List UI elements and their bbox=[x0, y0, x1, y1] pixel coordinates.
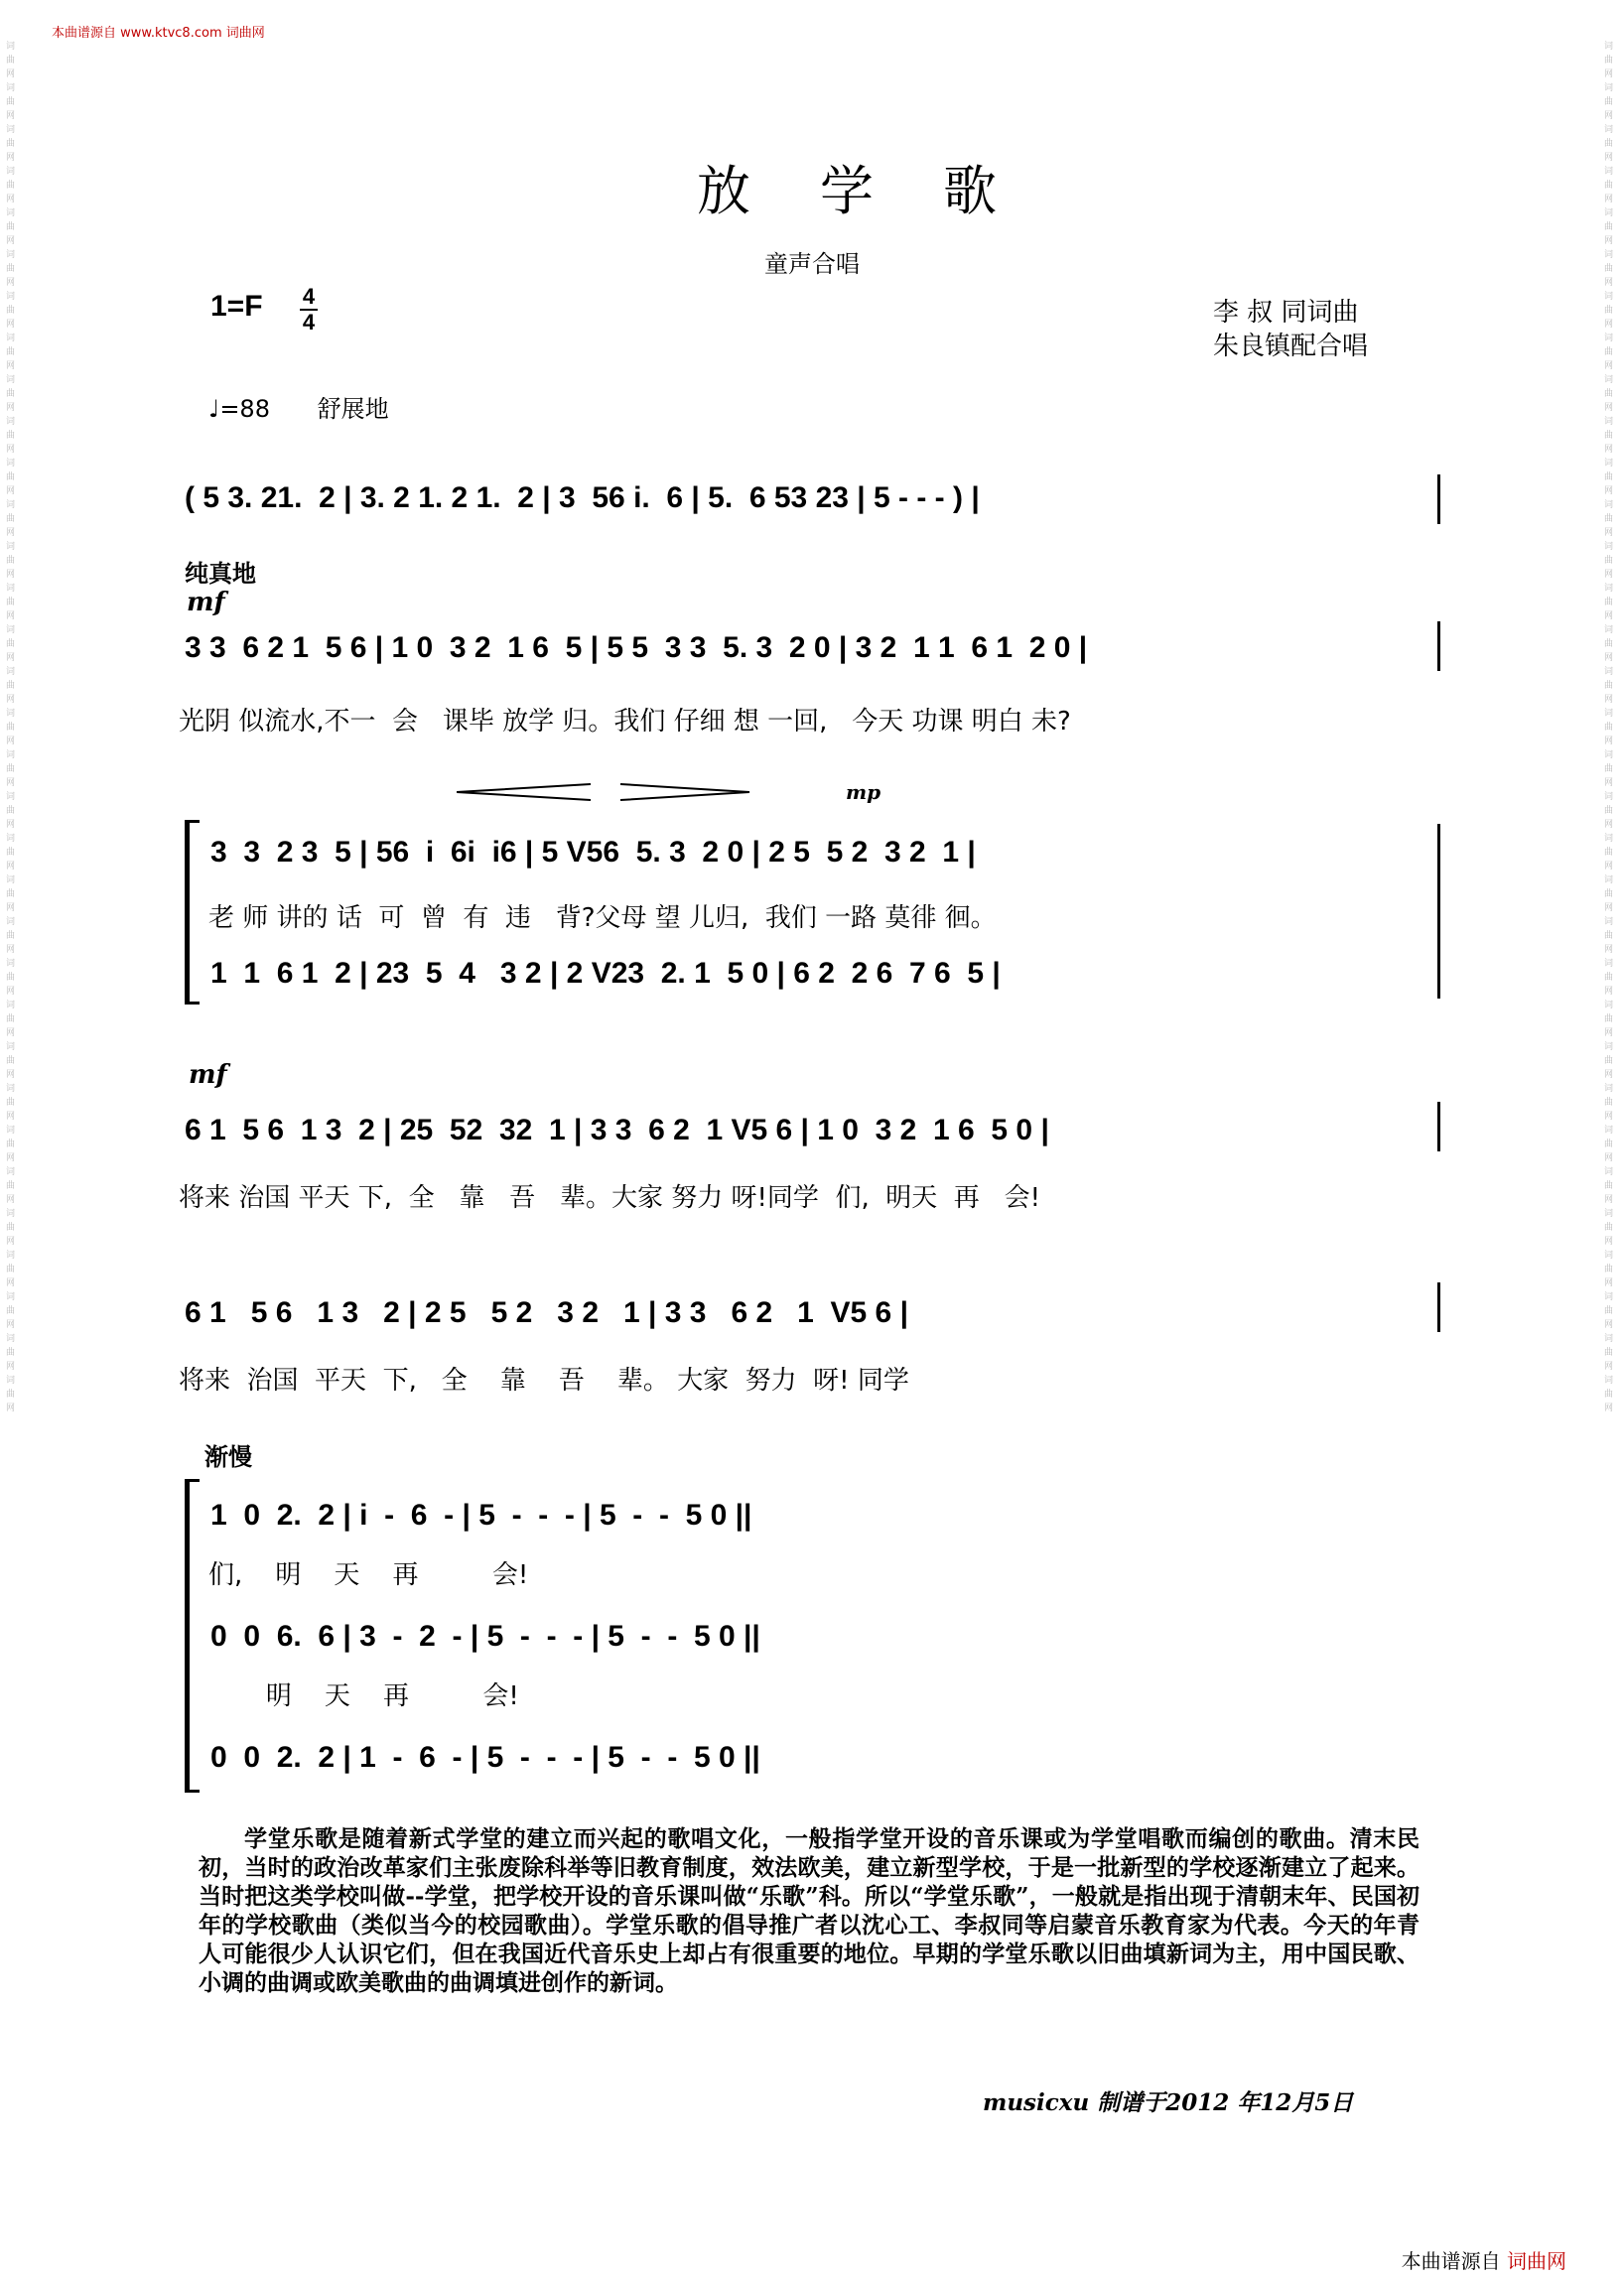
system-1-notes bbox=[185, 631, 1445, 671]
tempo-value: ♩=88 bbox=[208, 395, 270, 423]
footer-text: 本曲谱源自 bbox=[1401, 2249, 1501, 2273]
crescendo bbox=[457, 784, 591, 800]
system-3-lyrics bbox=[179, 1177, 1445, 1213]
system-brace bbox=[185, 1479, 200, 1793]
system-2-lyrics bbox=[208, 897, 1443, 933]
notes: 1 0 2. 2 | i - 6 - | 5 - - - | 5 - - 5 0 || bbox=[210, 1499, 752, 1532]
barline bbox=[1437, 824, 1440, 999]
expression-mark: 渐慢 bbox=[204, 1443, 252, 1471]
header-source: 本曲谱源自 www.ktvc8.com 词曲网 bbox=[52, 26, 265, 41]
system-2-voice-2 bbox=[210, 957, 1445, 997]
barline bbox=[1437, 1282, 1440, 1332]
system-5-voice-3 bbox=[210, 1741, 1445, 1781]
system-3-notes bbox=[185, 1114, 1445, 1153]
tempo-line bbox=[208, 389, 389, 424]
dynamic-mf: mf bbox=[189, 1060, 227, 1090]
lyrics: 明 天 再 会! bbox=[208, 1681, 519, 1711]
system-4-notes bbox=[185, 1296, 1445, 1336]
prose-paragraph bbox=[199, 1824, 1420, 1997]
notes: 0 0 2. 2 | 1 - 6 - | 5 - - - | 5 - - 5 0 || bbox=[210, 1741, 760, 1774]
song-title: 放学歌 bbox=[697, 160, 1066, 222]
notes: 6 1 5 6 1 3 2 | 25 52 32 1 | 3 3 6 2 1 V5 6 | 1 0 3 2 1 6 5 0 | bbox=[185, 1114, 1049, 1146]
system-5-voice-1 bbox=[210, 1499, 1445, 1539]
system-brace bbox=[185, 820, 200, 1005]
decrescendo bbox=[620, 784, 749, 800]
system-1-lyrics bbox=[179, 701, 1445, 737]
lyrics: 老 师 讲的 话 可 曾 有 违 背?父母 望 儿归, 我们 一路 莫徘 徊。 bbox=[208, 903, 997, 933]
song-subtitle: 童声合唱 bbox=[764, 250, 860, 278]
footer-brand: 词曲网 bbox=[1507, 2249, 1566, 2273]
tempo-mark: 舒展地 bbox=[317, 395, 389, 423]
barline bbox=[1437, 474, 1440, 524]
side-watermark-left: 词曲网词曲网词曲网词曲网词曲网词曲网词曲网词曲网词曲网词曲网词曲网词曲网词曲网词曲网词曲网词曲网词曲网词曲网词曲网词曲网词曲网词曲网词曲网词曲网词曲网词曲网词曲网词曲网词曲网词曲网词曲网词曲网词曲网 bbox=[6, 42, 16, 1413]
notes: 1 1 6 1 2 | 23 5 4 3 2 | 2 V23 2. 1 5 0 | 6 2 2 6 7 6 5 | bbox=[210, 957, 1001, 990]
system-5-lyrics-2 bbox=[208, 1675, 1443, 1711]
time-bottom: 4 bbox=[302, 310, 316, 335]
expression-mark: 纯真地 bbox=[185, 560, 256, 588]
crescendo-hairpins bbox=[457, 780, 754, 804]
lyrics: 将来 治国 平天 下, 全 靠 吾 辈。大家 努力 呀!同学 们, 明天 再 会! bbox=[179, 1183, 1040, 1213]
lyrics: 光阴 似流水,不一 会 课毕 放学 归。我们 仔细 想 一回, 今天 功课 明白 未? bbox=[179, 707, 1071, 737]
notes: 3 3 2 3 5 | 56 i 6i i6 | 5 V56 5. 3 2 0 | 2 5 5 2 3 2 1 | bbox=[210, 836, 976, 869]
lyrics: 们, 明 天 再 会! bbox=[208, 1560, 529, 1590]
notes: 0 0 6. 6 | 3 - 2 - | 5 - - - | 5 - - 5 0 || bbox=[210, 1620, 760, 1653]
notes: 6 1 5 6 1 3 2 | 2 5 5 2 3 2 1 | 3 3 6 2 1 V5 6 | bbox=[185, 1296, 908, 1329]
dynamic-mp: mp bbox=[846, 780, 881, 804]
credit-composer: 李 叔 同词曲 bbox=[1213, 298, 1359, 328]
intro-notes: ( 5 3. 21. 2 | 3. 2 1. 2 1. 2 | 3 56 i. 6 | 5. 6 53 23 | 5 - - - ) | bbox=[185, 481, 980, 514]
intro-line bbox=[185, 481, 1445, 521]
side-watermark-right: 词曲网词曲网词曲网词曲网词曲网词曲网词曲网词曲网词曲网词曲网词曲网词曲网词曲网词曲网词曲网词曲网词曲网词曲网词曲网词曲网词曲网词曲网词曲网词曲网词曲网词曲网词曲网词曲网词曲网词曲网词曲网词曲网词曲网 bbox=[1604, 42, 1614, 1413]
system-2-voice-1 bbox=[210, 836, 1445, 875]
system-4-lyrics bbox=[179, 1360, 1445, 1396]
time-signature bbox=[300, 286, 318, 334]
system-5-lyrics-1 bbox=[208, 1554, 1443, 1590]
key-signature: 1=F bbox=[210, 290, 263, 323]
time-top: 4 bbox=[302, 284, 316, 309]
credits bbox=[1213, 296, 1368, 363]
barline bbox=[1437, 1102, 1440, 1151]
system-5-voice-2 bbox=[210, 1620, 1445, 1660]
notes: 3 3 6 2 1 5 6 | 1 0 3 2 1 6 5 | 5 5 3 3 5. 3 2 0 | 3 2 1 1 6 1 2 0 | bbox=[185, 631, 1088, 664]
credit-arranger: 朱良镇配合唱 bbox=[1213, 332, 1369, 361]
signature: musicxu 制谱于2012 年12月5日 bbox=[983, 2089, 1354, 2116]
lyrics: 将来 治国 平天 下, 全 靠 吾 辈。 大家 努力 呀! 同学 bbox=[179, 1366, 909, 1396]
dynamic-mf: mf bbox=[187, 588, 225, 617]
prose-text: 学堂乐歌是随着新式学堂的建立而兴起的歌唱文化，一般指学堂开设的音乐课或为学堂唱歌而编创的歌曲。清末民初，当时的政治改革家们主张废除科举等旧教育制度，效法欧美，建立新型学校，于是一批新型的学校逐渐建立了起来。当时把这类学校叫做--学堂，把学校开设的音乐课叫做“乐歌”科。所以“学堂乐歌”，一般就是指出现于清朝末年、民国初年的学校歌曲（类似当今的校园歌曲）。学堂乐歌的倡导推广者以沈心工、李叔同等启蒙音乐教育家为代表。今天的年青人可能很少人认识它们，但在我国近代音乐史上却占有很重要的地位。早期的学堂乐歌以旧曲填新词为主，用中国民歌、小调的曲调或欧美歌曲的曲调填进创作的新词。 bbox=[199, 1825, 1420, 1996]
barline bbox=[1437, 621, 1440, 671]
footer bbox=[1402, 2245, 1566, 2274]
